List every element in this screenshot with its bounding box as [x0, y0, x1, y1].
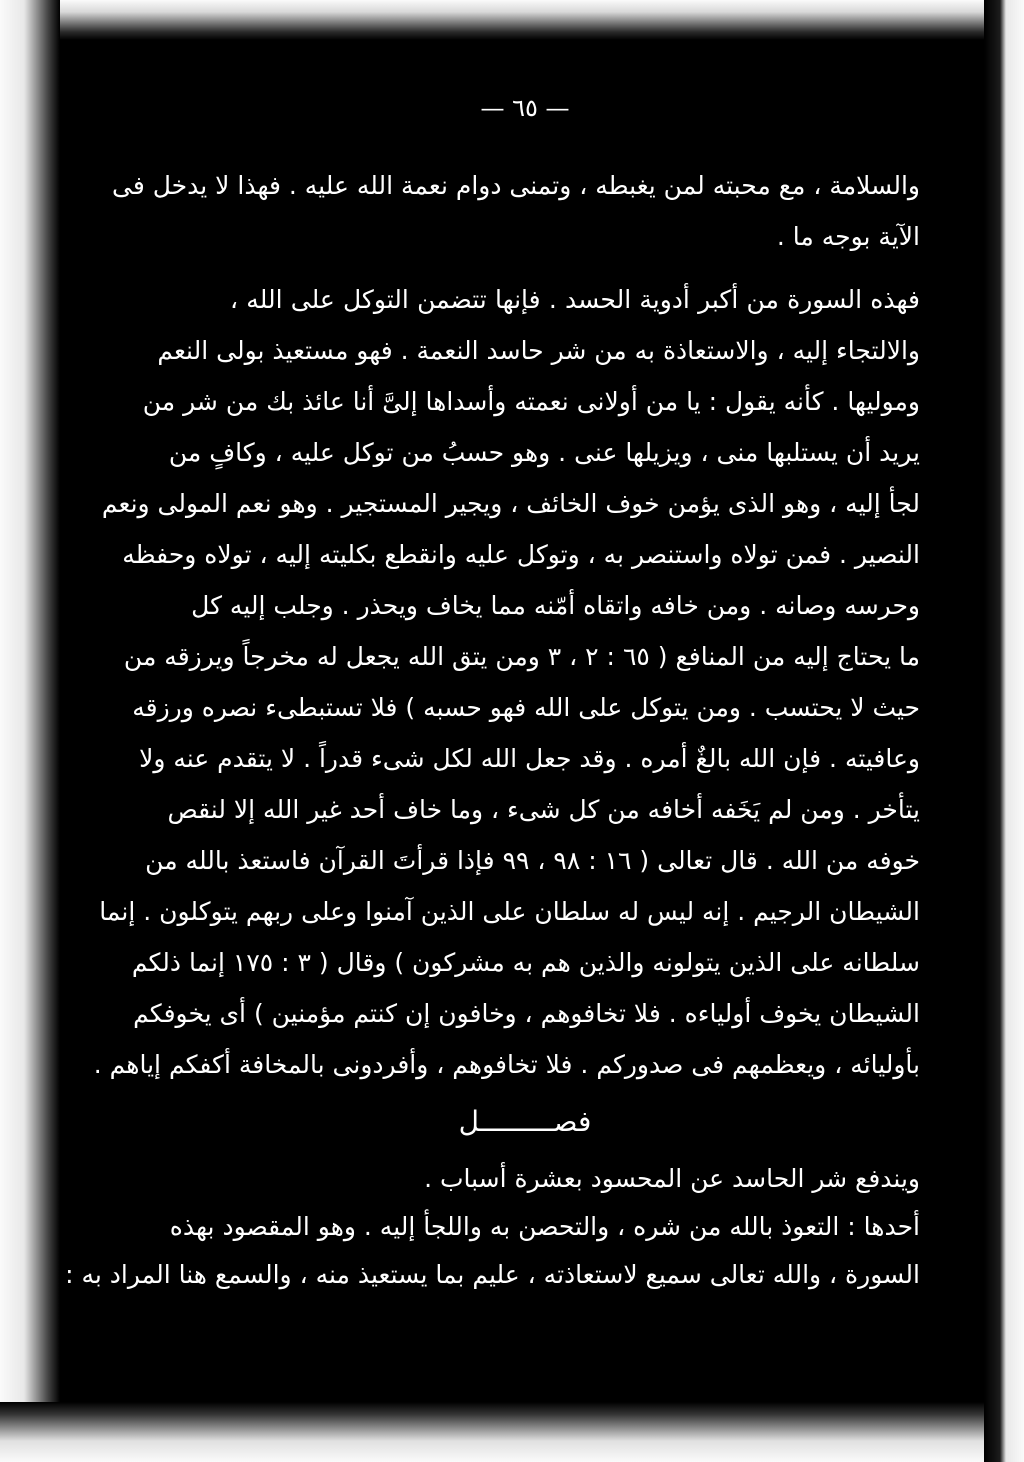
text-line: سلطانه على الذين يتولونه والذين هم به مشركون ) وقال ( ٣ : ١٧٥ إنما ذلكم	[131, 948, 920, 977]
text-line: السورة ، والله تعالى سميع لاستعاذته ، عليم بما يستعيذ منه ، والسمع هنا المراد به :	[65, 1260, 920, 1289]
text-line: وموليها . كأنه يقول : يا من أولانى نعمته وأسداها إلىَّ أنا عائذ بك من شر من	[142, 387, 920, 416]
text-line: ما يحتاج إليه من المنافع ( ٦٥ : ٢ ، ٣ ومن يتق الله يجعل له مخرجاً ويرزقه من	[123, 642, 920, 671]
text-line: يريد أن يستلبها منى ، ويزيلها عنى . وهو حسبُ من توكل عليه ، وكافٍ من	[168, 438, 920, 467]
text-line: الآية بوجه ما .	[776, 222, 920, 251]
text-line: خوفه من الله . قال تعالى ( ١٦ : ٩٨ ، ٩٩ فإذا قرأتَ القرآن فاستعذ بالله من	[145, 846, 920, 875]
text-line: أحدها : التعوذ بالله من شره ، والتحصن به واللجأ إليه . وهو المقصود بهذه	[169, 1212, 920, 1241]
page-number: — ٦٥ —	[480, 94, 570, 122]
text-line: ويندفع شر الحاسد عن المحسود بعشرة أسباب .	[424, 1164, 920, 1193]
text-line: يتأخر . ومن لم يَخَفه أخافه من كل شىء ، وما خاف أحد غير الله إلا لنقص	[167, 795, 920, 824]
text-line: بأوليائه ، ويعظمهم فى صدوركم . فلا تخافوهم ، وأفردونى بالمخافة أكفكم إياهم .	[93, 1050, 920, 1079]
section-text	[65, 1155, 920, 1299]
scan-edge-right	[984, 0, 1024, 1462]
scan-edge-left	[0, 0, 60, 1462]
main-text	[93, 160, 920, 1090]
text-line: حيث لا يحتسب . ومن يتوكل على الله فهو حسبه ) فلا تستبطىء نصره ورزقه	[132, 693, 920, 722]
text-line: وحرسه وصانه . ومن خافه واتقاه أمّنه مما يخاف ويحذر . وجلب إليه كل	[191, 591, 920, 620]
scan-edge-top	[0, 0, 1024, 40]
text-line: النصير . فمن تولاه واستنصر به ، وتوكل عليه وانقطع بكليته إليه ، تولاه وحفظه	[122, 540, 920, 569]
text-line: والسلامة ، مع محبته لمن يغبطه ، وتمنى دوام نعمة الله عليه . فهذا لا يدخل فى	[112, 171, 920, 200]
text-line: وعافيته . فإن الله بالغٌ أمره . وقد جعل الله لكل شىء قدراً . لا يتقدم عنه ولا	[139, 744, 920, 773]
text-line: الشيطان يخوف أولياءه . فلا تخافوهم ، وخافون إن كنتم مؤمنين ) أى يخوفكم	[133, 999, 920, 1028]
paragraph-gap	[230, 262, 920, 274]
section-heading: فصـــــــــل	[458, 1105, 592, 1138]
book-page	[65, 60, 970, 1400]
scan-edge-bottom	[0, 1402, 1024, 1462]
text-line: والالتجاء إليه ، والاستعاذة به من شر حاسد النعمة . فهو مستعيذ بولى النعم	[157, 336, 920, 365]
text-line: لجأ إليه ، وهو الذى يؤمن خوف الخائف ، ويجير المستجير . وهو نعم المولى ونعم	[101, 489, 920, 518]
text-line: الشيطان الرجيم . إنه ليس له سلطان على الذين آمنوا وعلى ربهم يتوكلون . إنما	[99, 897, 920, 926]
text-line: فهذه السورة من أكبر أدوية الحسد . فإنها تتضمن التوكل على الله ،	[230, 285, 920, 314]
